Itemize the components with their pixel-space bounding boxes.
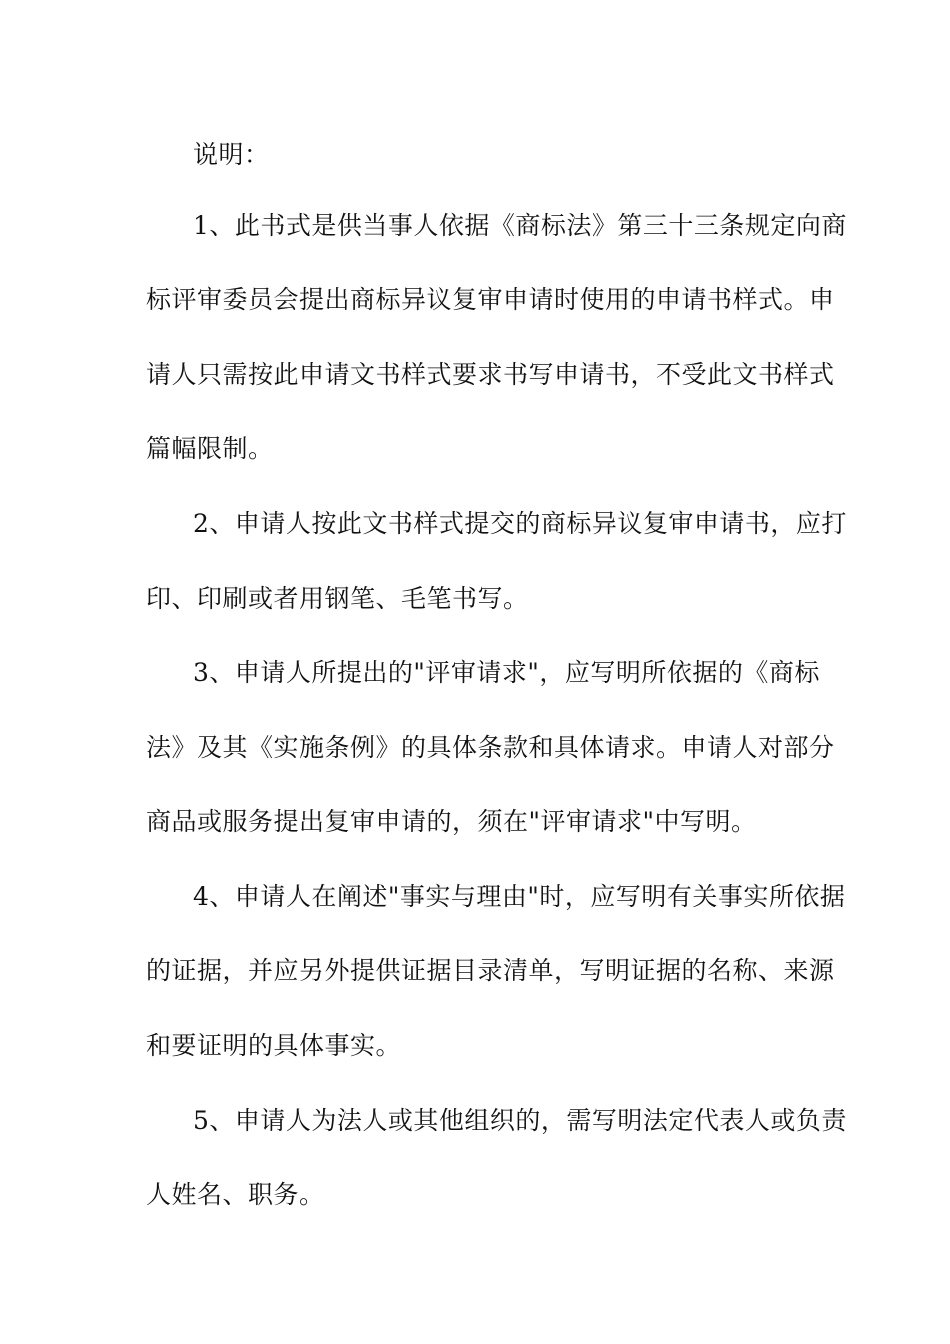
note-1-line-4: 篇幅限制。 xyxy=(146,434,274,463)
note-1-line-1: 1、此书式是供当事人依据《商标法》第三十三条规定向商 xyxy=(193,211,847,240)
note-4-line-1: 4、申请人在阐述"事实与理由"时，应写明有关事实所依据 xyxy=(193,882,846,911)
note-1-line-2: 标评审委员会提出商标异议复审申请时使用的申请书样式。申 xyxy=(146,285,835,314)
document-heading: 说明： xyxy=(193,140,270,169)
note-3-line-2: 法》及其《实施条例》的具体条款和具体请求。申请人对部分 xyxy=(146,733,835,762)
note-4-line-2: 的证据，并应另外提供证据目录清单，写明证据的名称、来源 xyxy=(146,956,835,985)
note-1-line-3: 请人只需按此申请文书样式要求书写申请书，不受此文书样式 xyxy=(146,360,835,389)
note-2-line-2: 印、印刷或者用钢笔、毛笔书写。 xyxy=(146,584,529,613)
note-4-line-3: 和要证明的具体事实。 xyxy=(146,1031,402,1060)
note-3-line-3: 商品或服务提出复审申请的，须在"评审请求"中写明。 xyxy=(146,807,757,836)
note-5-line-2: 人姓名、职务。 xyxy=(146,1180,325,1209)
note-2-line-1: 2、申请人按此文书样式提交的商标异议复审申请书，应打 xyxy=(193,509,847,538)
note-3-line-1: 3、申请人所提出的"评审请求"，应写明所依据的《商标 xyxy=(193,658,820,687)
note-5-line-1: 5、申请人为法人或其他组织的，需写明法定代表人或负责 xyxy=(193,1106,847,1135)
